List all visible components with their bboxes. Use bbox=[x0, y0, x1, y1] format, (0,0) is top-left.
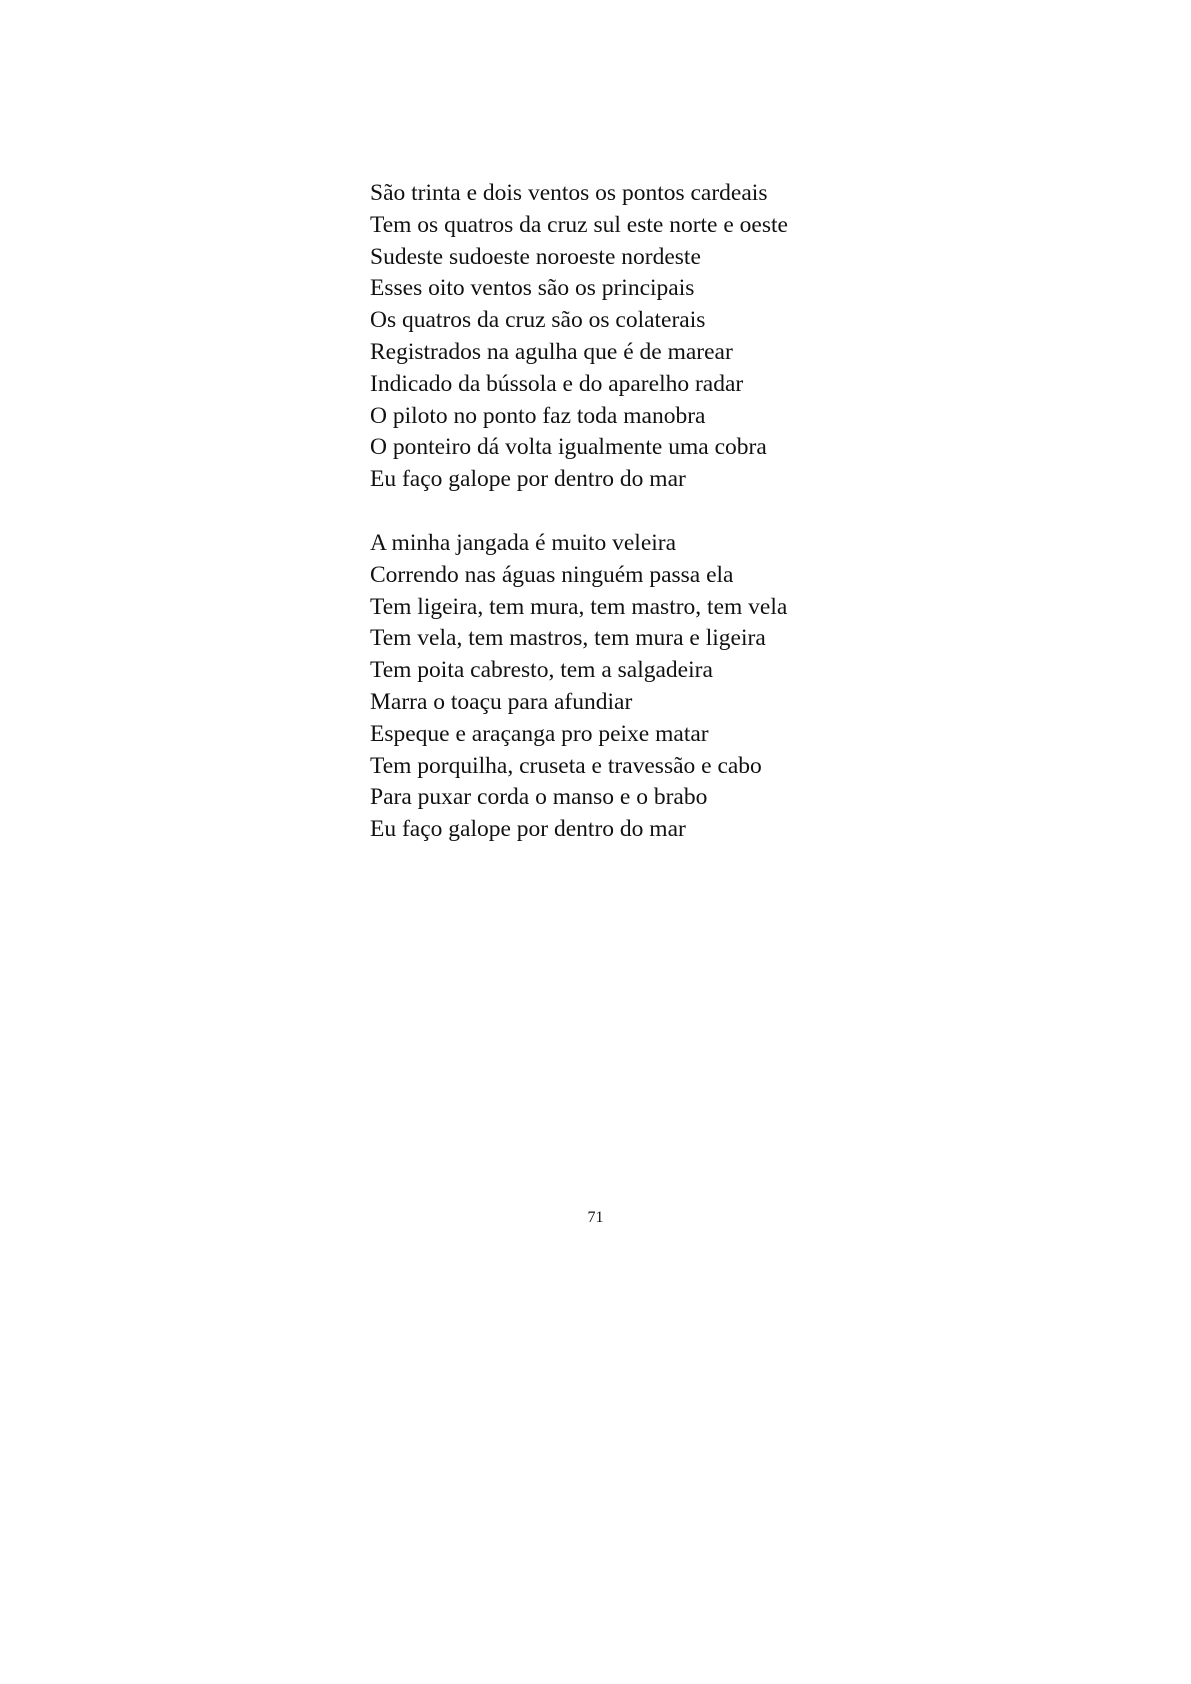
verse-line: Tem porquilha, cruseta e travessão e cabo bbox=[370, 752, 762, 779]
verse-line: O piloto no ponto faz toda manobra bbox=[370, 402, 706, 429]
stanza-1 bbox=[370, 178, 840, 496]
verse-line: Registrados na agulha que é de marear bbox=[370, 338, 733, 365]
verse-line: A minha jangada é muito veleira bbox=[370, 529, 677, 556]
verse-line: Sudeste sudoeste noroeste nordeste bbox=[370, 243, 701, 270]
verse-line: Os quatros da cruz são os colaterais bbox=[370, 307, 706, 334]
verse-line: Esses oito ventos são os principais bbox=[370, 275, 695, 302]
verse-line: Tem poita cabresto, tem a salgadeira bbox=[370, 657, 713, 684]
verse-line: São trinta e dois ventos os pontos cardeais bbox=[370, 180, 768, 206]
verse-line: Eu faço galope por dentro do mar bbox=[370, 466, 686, 493]
verse-line: Espeque e araçanga pro peixe matar bbox=[370, 720, 709, 747]
page-number: 71 bbox=[587, 1209, 604, 1226]
stanza-2 bbox=[370, 528, 840, 846]
verse-line: Marra o toaçu para afundiar bbox=[370, 688, 633, 715]
verse-line: Para puxar corda o manso e o brabo bbox=[370, 784, 708, 811]
verse-line: Tem ligeira, tem mura, tem mastro, tem vela bbox=[370, 593, 788, 620]
verse-line: Correndo nas águas ninguém passa ela bbox=[370, 561, 734, 588]
poem bbox=[370, 178, 840, 846]
verse-line: Tem os quatros da cruz sul este norte e oeste bbox=[370, 211, 788, 238]
verse-line: Eu faço galope por dentro do mar bbox=[370, 816, 686, 843]
verse-line: O ponteiro dá volta igualmente uma cobra bbox=[370, 434, 767, 461]
verse-line: Tem vela, tem mastros, tem mura e ligeira bbox=[370, 625, 766, 652]
verse-line: Indicado da bússola e do aparelho radar bbox=[370, 370, 744, 397]
